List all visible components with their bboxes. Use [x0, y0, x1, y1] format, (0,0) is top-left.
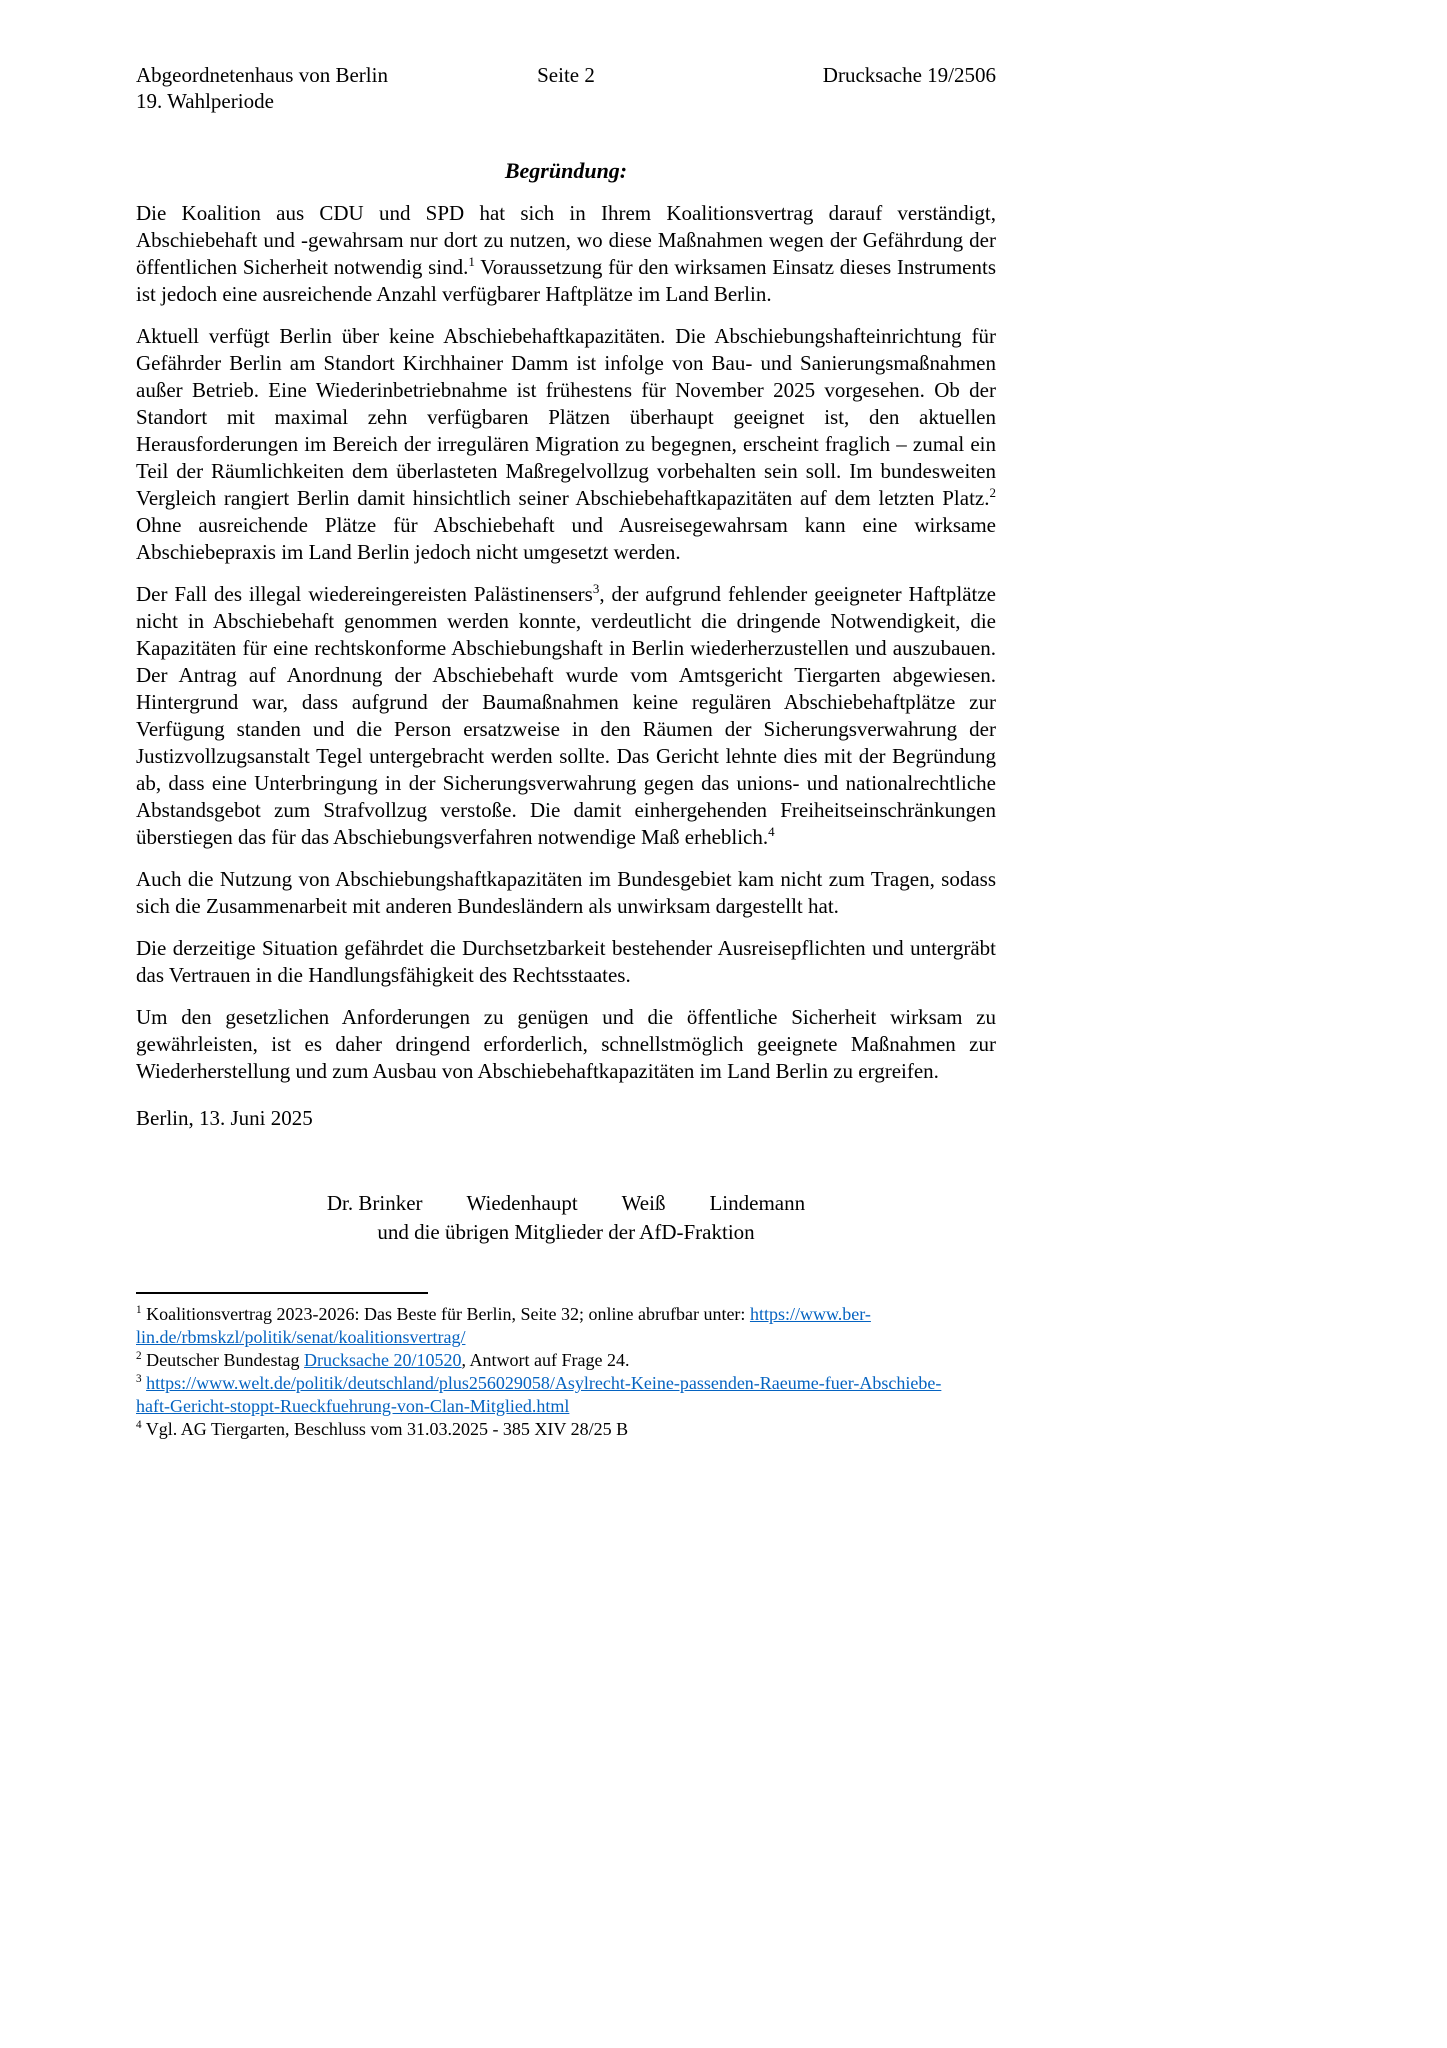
signature-name: Weiß [621, 1191, 666, 1215]
footnote-marker: 4 [136, 1419, 142, 1431]
paragraph: Die derzeitige Situation gefährdet die Durchsetzbarkeit bestehender Ausreisepflichten und untergräbt das Vertrauen in die Handlungsfähigkeit des Rechtsstaates. [136, 936, 996, 987]
document-number: Drucksache 19/2506 [822, 63, 996, 87]
footnote-marker: 3 [136, 1373, 142, 1385]
hyperlink[interactable]: https://www.ber- lin.de/rbmskzl/politik/senat/koalitionsvertrag/ [136, 1304, 871, 1347]
footnote: $^4$ Vgl. AG Tiergarten, Beschluss vom 31.03.2025 - 385 XIV 28/25 B [136, 1419, 629, 1439]
footnote-ref: 4 [768, 824, 775, 839]
signature-name: Dr. Brinker [326, 1191, 423, 1215]
footnote-ref: 3 [592, 581, 600, 596]
footnote: $^1$ Koalitionsvertrag 2023-2026: Das Beste für Berlin, Seite 32; online abrufbar unter: https://www.ber- lin.de/rbmskzl/politik/senat/koalitionsvertrag/ [136, 1304, 871, 1347]
footnote-separator [136, 1292, 428, 1294]
paragraph: Um den gesetzlichen Anforderungen zu genügen und die öffentliche Sicherheit wirksam zu gewährleisten, ist es daher dringend erforderlich, schnellstmöglich geeignete Maßnahmen zur Wiederherstellung und zum Ausbau von Abschiebehaftkapazitäten im Land Berlin zu ergreifen. [136, 1005, 996, 1083]
header-institution: Abgeordnetenhaus von Berlin [136, 63, 388, 87]
signature-block [136, 1190, 996, 1246]
page-number: Seite 2 [537, 63, 595, 87]
body-paragraphs [136, 200, 996, 1085]
footnote-ref: 1 [468, 254, 475, 269]
page-content [136, 62, 996, 1441]
document-header [136, 62, 996, 114]
header-term: 19. Wahlperiode [136, 89, 274, 113]
paragraph: Die Koalition aus CDU und SPD hat sich in Ihrem Koalitionsvertrag darauf verständigt, Abschiebehaft und -gewahrsam nur dort zu nutzen, wo diese Maßnahmen wegen der Gefährdung der öffentlichen Sicherheit notwendig sind.$^1$ Voraussetzung für den wirksamen Einsatz dieses Instruments ist jedoch eine ausreichende Anzahl verfügbarer Haftplätze im Land Berlin. [136, 201, 997, 306]
signature-faction-line: und die übrigen Mitglieder der AfD-Fraktion [377, 1220, 755, 1244]
footnote-marker: 2 [136, 1350, 142, 1362]
hyperlink[interactable]: https://www.welt.de/politik/deutschland/plus256029058/Asylrecht-Keine-passenden-Raeume-fuer-Abschiebe- haft-Gericht-stoppt-Rueckfuehrung-von-Clan-Mitglied.html [136, 1373, 942, 1416]
section-title: Begründung: [504, 158, 628, 183]
footnote-marker: 1 [136, 1304, 142, 1316]
signature-names [136, 1190, 996, 1217]
header-left-block [136, 62, 527, 114]
footnote-ref: 2 [989, 485, 996, 500]
footnotes [136, 1303, 996, 1441]
signature-name: Lindemann [709, 1191, 806, 1215]
paragraph: Aktuell verfügt Berlin über keine Abschiebehaftkapazitäten. Die Abschiebungshafteinrichtung für Gefährder Berlin am Standort Kirchhainer Damm ist infolge von Bau- und Sanierungsmaßnahmen außer Betrieb. Eine Wiederinbetriebnahme ist frühestens für November 2025 vorgesehen. Ob der Standort mit maximal zehn verfügbaren Plätzen überhaupt geeignet ist, den aktuellen Herausforderungen im Bereich der irregulären Migration zu begegnen, erscheint fraglich – zumal ein Teil der Räumlichkeiten dem überlasteten Maßregelvollzug vorbehalten sein soll. Im bundesweiten Vergleich rangiert Berlin damit hinsichtlich seiner Abschiebehaftkapazitäten auf dem letzten Platz.$^2$ Ohne ausreichende Plätze für Abschiebehaft und Ausreisegewahrsam kann eine wirksame Abschiebepraxis im Land Berlin jedoch nicht umgesetzt werden. [136, 324, 996, 564]
date-line: Berlin, 13. Juni 2025 [136, 1106, 313, 1130]
footnote [136, 1372, 996, 1418]
hyperlink[interactable]: Drucksache 20/10520 [304, 1350, 462, 1370]
signature-name: Wiedenhaupt [466, 1191, 578, 1215]
footnote: $^2$ Deutscher Bundestag Drucksache 20/10520, Antwort auf Frage 24. [136, 1350, 630, 1370]
paragraph: Der Fall des illegal wiedereingereisten Palästinensers$^3$, der aufgrund fehlender geeigneter Haftplätze nicht in Abschiebehaft genommen werden konnte, verdeutlicht die dringende Notwendigkeit, die Kapazitäten für eine rechtskonforme Abschiebungshaft in Berlin wiederherzustellen und auszubauen. Der Antrag auf Anordnung der Abschiebehaft wurde vom Amtsgericht Tiergarten abgewiesen. Hintergrund war, dass aufgrund der Baumaßnahmen keine regulären Abschiebehaftplätze zur Verfügung standen und die Person ersatzweise in den Räumen der Sicherungsverwahrung der Justizvollzugsanstalt Tegel untergebracht werden sollte. Das Gericht lehnte dies mit der Begründung ab, dass eine Unterbringung in der Sicherungsverwahrung gegen das unions- und nationalrechtliche Abstandsgebot zum Strafvollzug verstoße. Die damit einhergehenden Freiheitseinschränkungen überstiegen das für das Abschiebungsverfahren notwendige Maß erheblich.$^4$ [136, 581, 996, 849]
paragraph: Auch die Nutzung von Abschiebungshaftkapazitäten im Bundesgebiet kam nicht zum Tragen, sodass sich die Zusammenarbeit mit anderen Bundesländern als unwirksam dargestellt hat. [136, 867, 996, 918]
